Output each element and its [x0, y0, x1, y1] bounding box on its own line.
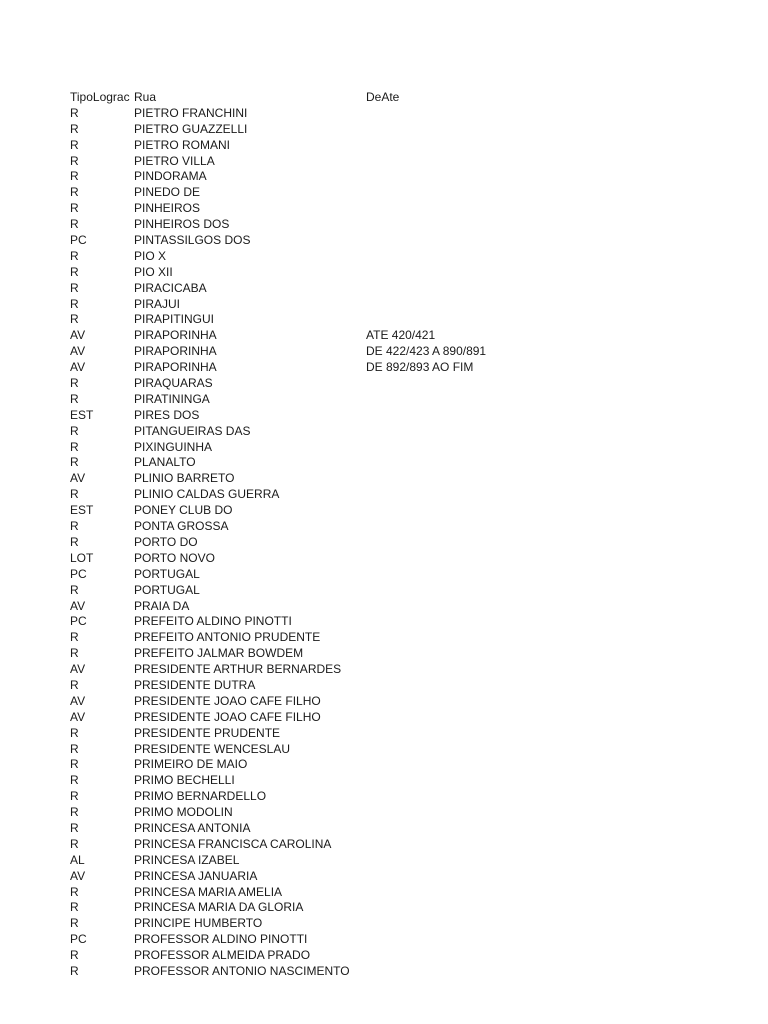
tipo-lograc-cell: R: [70, 455, 79, 470]
tipo-lograc-cell: AV: [70, 344, 86, 359]
tipo-lograc-cell: R: [70, 789, 79, 804]
table-row: [70, 455, 750, 471]
table-row: [70, 392, 750, 408]
rua-cell: PINTASSILGOS DOS: [134, 233, 251, 248]
table-row: [70, 376, 750, 392]
table-row: [70, 440, 750, 456]
table-row: [70, 614, 750, 630]
rua-cell: PIRAPORINHA: [134, 360, 217, 375]
rua-cell: PONEY CLUB DO: [134, 503, 233, 518]
rua-cell: PIETRO ROMANI: [134, 137, 231, 152]
table-row: [70, 948, 750, 964]
tipo-lograc-cell: EST: [70, 503, 94, 518]
table-row: [70, 964, 750, 980]
table-row: [70, 630, 750, 646]
rua-cell: PIRAPITINGUI: [134, 312, 215, 327]
table-row: [70, 821, 750, 837]
table-row: [70, 519, 750, 535]
rua-cell: PORTO NOVO: [134, 550, 215, 565]
table-row: [70, 646, 750, 662]
tipo-lograc-cell: R: [70, 201, 79, 216]
rua-cell: PIRAQUARAS: [134, 376, 213, 391]
tipo-lograc-cell: R: [70, 264, 79, 279]
rua-cell: PIRES DOS: [134, 407, 200, 422]
table-row: [70, 662, 750, 678]
table-row: [70, 408, 750, 424]
table-row: [70, 583, 750, 599]
table-row: [70, 297, 750, 313]
rua-cell: PIRATININGA: [134, 391, 210, 406]
table-row: [70, 805, 750, 821]
table-body: [70, 106, 750, 980]
rua-cell: PRINCIPE HUMBERTO: [134, 916, 263, 931]
table-row: [70, 424, 750, 440]
tipo-lograc-cell: AV: [70, 662, 86, 677]
rua-cell: PIRACICABA: [134, 280, 207, 295]
rua-cell: PROFESSOR ALDINO PINOTTI: [134, 932, 308, 947]
tipo-lograc-cell: PC: [70, 233, 87, 248]
rua-cell: PIRAPORINHA: [134, 344, 217, 359]
rua-cell: PIETRO FRANCHINI: [134, 105, 248, 120]
tipo-lograc-cell: R: [70, 217, 79, 232]
rua-cell: PRINCESA MARIA AMELIA: [134, 884, 283, 899]
rua-cell: PRESIDENTE DUTRA: [134, 677, 256, 692]
table-row: [70, 312, 750, 328]
table-row: [70, 567, 750, 583]
table-row: [70, 900, 750, 916]
rua-cell: PRIMO MODOLIN: [134, 805, 233, 820]
table-row: [70, 551, 750, 567]
rua-cell: PINEDO DE: [134, 185, 201, 200]
tipo-lograc-cell: R: [70, 312, 79, 327]
tipo-lograc-cell: R: [70, 805, 79, 820]
table-row: [70, 599, 750, 615]
rua-cell: PORTUGAL: [134, 582, 200, 597]
tipo-lograc-cell: EST: [70, 407, 94, 422]
tipo-lograc-cell: R: [70, 948, 79, 963]
table-row: [70, 471, 750, 487]
tipo-lograc-cell: R: [70, 280, 79, 295]
rua-cell: PLANALTO: [134, 455, 196, 470]
tipo-lograc-cell: R: [70, 169, 79, 184]
table-row: [70, 265, 750, 281]
rua-cell: PRIMO BERNARDELLO: [134, 789, 267, 804]
table-row: [70, 185, 750, 201]
rua-cell: PRESIDENTE JOAO CAFE FILHO: [134, 693, 321, 708]
tipo-lograc-cell: AV: [70, 360, 86, 375]
tipo-lograc-cell: R: [70, 773, 79, 788]
header-tipo-lograc: TipoLograc: [70, 90, 130, 104]
tipo-lograc-cell: R: [70, 534, 79, 549]
rua-cell: PINHEIROS: [134, 201, 201, 216]
tipo-lograc-cell: PC: [70, 566, 87, 581]
tipo-lograc-cell: AV: [70, 709, 86, 724]
table-row: [70, 773, 750, 789]
tipo-lograc-cell: R: [70, 487, 79, 502]
rua-cell: PRINCESA ANTONIA: [134, 820, 251, 835]
header-deate: DeAte: [366, 90, 400, 104]
table-row: [70, 726, 750, 742]
tipo-lograc-cell: R: [70, 105, 79, 120]
tipo-lograc-cell: R: [70, 582, 79, 597]
table-row: [70, 344, 750, 360]
tipo-lograc-cell: R: [70, 376, 79, 391]
rua-cell: PIETRO GUAZZELLI: [134, 121, 248, 136]
deate-cell: DE 422/423 A 890/891: [366, 344, 487, 359]
rua-cell: PREFEITO ALDINO PINOTTI: [134, 614, 292, 629]
tipo-lograc-cell: R: [70, 916, 79, 931]
tipo-lograc-cell: AL: [70, 852, 85, 867]
tipo-lograc-cell: AV: [70, 471, 86, 486]
tipo-lograc-cell: R: [70, 296, 79, 311]
table-row: [70, 885, 750, 901]
tipo-lograc-cell: R: [70, 646, 79, 661]
tipo-lograc-cell: R: [70, 519, 79, 534]
tipo-lograc-cell: R: [70, 741, 79, 756]
rua-cell: PRINCESA FRANCISCA CAROLINA: [134, 836, 332, 851]
rua-cell: PIRAPORINHA: [134, 328, 217, 343]
table-row: [70, 328, 750, 344]
rua-cell: PREFEITO ANTONIO PRUDENTE: [134, 630, 321, 645]
table-row: [70, 169, 750, 185]
table-row: [70, 360, 750, 376]
table-row: [70, 869, 750, 885]
tipo-lograc-cell: R: [70, 423, 79, 438]
rua-cell: PREFEITO JALMAR BOWDEM: [134, 646, 304, 661]
table-row: [70, 789, 750, 805]
table-row: [70, 837, 750, 853]
table-row: [70, 122, 750, 138]
tipo-lograc-cell: PC: [70, 614, 87, 629]
rua-cell: PLINIO BARRETO: [134, 471, 235, 486]
tipo-lograc-cell: R: [70, 677, 79, 692]
table-row: [70, 916, 750, 932]
deate-cell: DE 892/893 AO FIM: [366, 360, 474, 375]
table-row: [70, 233, 750, 249]
table-row: [70, 154, 750, 170]
deate-cell: ATE 420/421: [366, 328, 436, 343]
table-row: [70, 281, 750, 297]
tipo-lograc-cell: R: [70, 439, 79, 454]
rua-cell: PROFESSOR ANTONIO NASCIMENTO: [134, 963, 350, 978]
table-row: [70, 932, 750, 948]
tipo-lograc-cell: R: [70, 963, 79, 978]
tipo-lograc-cell: R: [70, 725, 79, 740]
table-row: [70, 503, 750, 519]
tipo-lograc-cell: PC: [70, 932, 87, 947]
table-row: [70, 138, 750, 154]
header-rua: Rua: [134, 90, 157, 104]
tipo-lograc-cell: R: [70, 121, 79, 136]
table-header-row: [70, 90, 750, 106]
table-row: [70, 742, 750, 758]
rua-cell: PROFESSOR ALMEIDA PRADO: [134, 948, 311, 963]
rua-cell: PIXINGUINHA: [134, 439, 213, 454]
rua-cell: PRESIDENTE JOAO CAFE FILHO: [134, 709, 321, 724]
tipo-lograc-cell: AV: [70, 328, 86, 343]
rua-cell: PRIMEIRO DE MAIO: [134, 757, 248, 772]
table-row: [70, 694, 750, 710]
rua-cell: PRESIDENTE ARTHUR BERNARDES: [134, 662, 342, 677]
tipo-lograc-cell: R: [70, 836, 79, 851]
rua-cell: PLINIO CALDAS GUERRA: [134, 487, 280, 502]
table-row: [70, 487, 750, 503]
table-row: [70, 710, 750, 726]
tipo-lograc-cell: R: [70, 900, 79, 915]
tipo-lograc-cell: R: [70, 185, 79, 200]
rua-cell: PRESIDENTE PRUDENTE: [134, 725, 281, 740]
tipo-lograc-cell: R: [70, 630, 79, 645]
rua-cell: PINDORAMA: [134, 169, 207, 184]
rua-cell: PRINCESA IZABEL: [134, 852, 240, 867]
rua-cell: PORTO DO: [134, 534, 198, 549]
tipo-lograc-cell: R: [70, 153, 79, 168]
rua-cell: PIO X: [134, 248, 167, 263]
table-row: [70, 249, 750, 265]
rua-cell: PORTUGAL: [134, 566, 200, 581]
tipo-lograc-cell: R: [70, 884, 79, 899]
tipo-lograc-cell: AV: [70, 598, 86, 613]
rua-cell: PRESIDENTE WENCESLAU: [134, 741, 291, 756]
tipo-lograc-cell: LOT: [70, 550, 94, 565]
table-row: [70, 217, 750, 233]
rua-cell: PIO XII: [134, 264, 173, 279]
tipo-lograc-cell: R: [70, 757, 79, 772]
rua-cell: PITANGUEIRAS DAS: [134, 423, 251, 438]
table-row: [70, 106, 750, 122]
table-row: [70, 678, 750, 694]
table-row: [70, 757, 750, 773]
table-row: [70, 201, 750, 217]
rua-cell: PRIMO BECHELLI: [134, 773, 235, 788]
table-row: [70, 535, 750, 551]
rua-cell: PIRAJUI: [134, 296, 181, 311]
tipo-lograc-cell: R: [70, 820, 79, 835]
rua-cell: PONTA GROSSA: [134, 519, 229, 534]
tipo-lograc-cell: AV: [70, 868, 86, 883]
tipo-lograc-cell: R: [70, 137, 79, 152]
rua-cell: PRAIA DA: [134, 598, 190, 613]
table-row: [70, 853, 750, 869]
rua-cell: PRINCESA JANUARIA: [134, 868, 258, 883]
tipo-lograc-cell: R: [70, 391, 79, 406]
rua-cell: PRINCESA MARIA DA GLORIA: [134, 900, 304, 915]
street-table: [70, 90, 750, 980]
tipo-lograc-cell: AV: [70, 693, 86, 708]
tipo-lograc-cell: R: [70, 248, 79, 263]
rua-cell: PINHEIROS DOS: [134, 217, 230, 232]
rua-cell: PIETRO VILLA: [134, 153, 215, 168]
